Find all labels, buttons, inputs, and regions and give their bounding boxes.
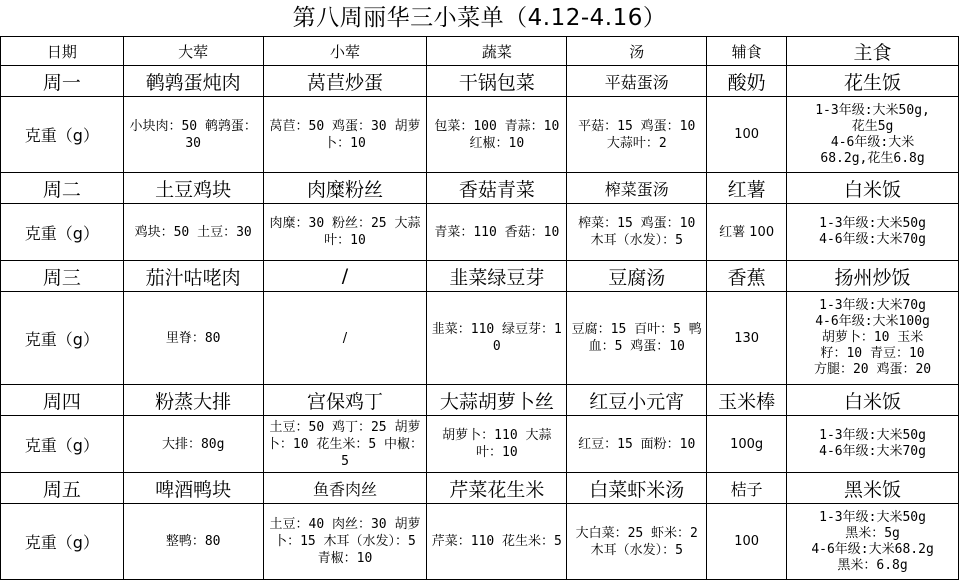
snack-dish: 桔子 bbox=[707, 473, 787, 504]
vegetable-dish: 干锅包菜 bbox=[427, 66, 567, 97]
vegetable-weight: 包菜：100 青蒜：10 红椒：10 bbox=[427, 97, 567, 173]
staple-line: 4-6年级:大米 bbox=[830, 134, 915, 150]
vegetable-dish: 香菇青菜 bbox=[427, 173, 567, 204]
header-soup: 汤 bbox=[567, 37, 707, 66]
vegetable-dish: 大蒜胡萝卜丝 bbox=[427, 385, 567, 416]
header-staple: 主食 bbox=[787, 37, 959, 66]
snack-dish: 玉米棒 bbox=[707, 385, 787, 416]
main-meat-dish: 啤酒鸭块 bbox=[123, 473, 263, 504]
header-row bbox=[1, 37, 959, 66]
side-meat-dish: 肉糜粉丝 bbox=[263, 173, 427, 204]
main-meat-weight: 大排：80g bbox=[123, 416, 263, 473]
side-meat-dish: / bbox=[263, 261, 427, 292]
soup-weight: 榨菜：15 鸡蛋：10 木耳（水发）：5 bbox=[567, 204, 707, 261]
header-side-meat: 小荤 bbox=[263, 37, 427, 66]
staple-weight bbox=[787, 292, 959, 385]
staple-line: 胡萝卜：10 玉米 bbox=[821, 330, 924, 345]
dish-row-thu bbox=[1, 385, 959, 416]
side-meat-weight: 肉糜：30 粉丝：25 大蒜叶：10 bbox=[263, 204, 427, 261]
snack-weight: 100g bbox=[707, 416, 787, 473]
snack-weight: 红薯 100 bbox=[707, 204, 787, 261]
main-meat-dish: 粉蒸大排 bbox=[123, 385, 263, 416]
side-meat-dish: 鱼香肉丝 bbox=[263, 473, 427, 504]
snack-dish: 酸奶 bbox=[707, 66, 787, 97]
weight-label: 克重（g） bbox=[1, 97, 124, 173]
dish-row-fri bbox=[1, 473, 959, 504]
header-date: 日期 bbox=[1, 37, 124, 66]
soup-dish: 平菇蛋汤 bbox=[567, 66, 707, 97]
soup-weight: 大白菜：25 虾米：2 木耳（水发）：5 bbox=[567, 504, 707, 580]
page-title: 第八周丽华三小菜单（4.12-4.16） bbox=[292, 5, 667, 31]
main-meat-dish: 鹌鹑蛋炖肉 bbox=[123, 66, 263, 97]
vegetable-dish: 芹菜花生米 bbox=[427, 473, 567, 504]
main-meat-weight: 里脊：80 bbox=[123, 292, 263, 385]
main-meat-weight: 鸡块：50 土豆：30 bbox=[123, 204, 263, 261]
header-main-meat: 大荤 bbox=[123, 37, 263, 66]
staple-line: 1-3年级:大米50g bbox=[819, 509, 926, 525]
staple-line: 1-3年级:大米50g bbox=[819, 428, 926, 443]
main-meat-weight: 整鸭：80 bbox=[123, 504, 263, 580]
staple-dish: 扬州炒饭 bbox=[787, 261, 959, 292]
staple-line: 黑米：6.8g bbox=[837, 557, 908, 573]
header-vegetable: 蔬菜 bbox=[427, 37, 567, 66]
soup-weight: 豆腐：15 百叶：5 鸭血：5 鸡蛋：10 bbox=[567, 292, 707, 385]
side-meat-weight: 土豆：50 鸡丁：25 胡萝卜：10 花生米：5 中椒：5 bbox=[263, 416, 427, 473]
weight-label: 克重（g） bbox=[1, 204, 124, 261]
soup-dish: 红豆小元宵 bbox=[567, 385, 707, 416]
soup-dish: 榨菜蛋汤 bbox=[567, 173, 707, 204]
staple-line: 68.2g,花生6.8g bbox=[820, 150, 925, 166]
soup-dish: 豆腐汤 bbox=[567, 261, 707, 292]
side-meat-dish: 宫保鸡丁 bbox=[263, 385, 427, 416]
side-meat-dish: 莴苣炒蛋 bbox=[263, 66, 427, 97]
vegetable-weight: 胡萝卜：110 大蒜叶：10 bbox=[427, 416, 567, 473]
staple-dish: 白米饭 bbox=[787, 173, 959, 204]
staple-dish: 花生饭 bbox=[787, 66, 959, 97]
header-snack: 辅食 bbox=[707, 37, 787, 66]
dish-row-mon bbox=[1, 66, 959, 97]
menu-table bbox=[0, 36, 959, 580]
weight-row-mon bbox=[1, 97, 959, 173]
staple-weight bbox=[787, 204, 959, 261]
staple-line: 籽：10 青豆：10 bbox=[820, 346, 925, 361]
side-meat-weight: 莴苣：50 鸡蛋：30 胡萝卜：10 bbox=[263, 97, 427, 173]
day-label: 周四 bbox=[1, 385, 124, 416]
snack-dish: 香蕉 bbox=[707, 261, 787, 292]
main-meat-dish: 茄汁咕咾肉 bbox=[123, 261, 263, 292]
staple-line: 方腿：20 鸡蛋：20 bbox=[813, 362, 932, 377]
staple-dish: 黑米饭 bbox=[787, 473, 959, 504]
main-meat-weight: 小块肉：50 鹌鹑蛋：30 bbox=[123, 97, 263, 173]
staple-line: 4-6年级:大米100g bbox=[815, 314, 930, 329]
snack-weight: 130 bbox=[707, 292, 787, 385]
day-label: 周一 bbox=[1, 66, 124, 97]
vegetable-dish: 韭菜绿豆芽 bbox=[427, 261, 567, 292]
staple-dish: 白米饭 bbox=[787, 385, 959, 416]
side-meat-weight: / bbox=[263, 292, 427, 385]
staple-line: 4-6年级:大米70g bbox=[819, 232, 926, 247]
staple-line: 4-6年级:大米68.2g bbox=[811, 541, 934, 557]
vegetable-weight: 青菜：110 香菇：10 bbox=[427, 204, 567, 261]
weight-row-wed bbox=[1, 292, 959, 385]
staple-line: 1-3年级:大米50g bbox=[819, 216, 926, 231]
dish-row-tue bbox=[1, 173, 959, 204]
soup-dish: 白菜虾米汤 bbox=[567, 473, 707, 504]
day-label: 周五 bbox=[1, 473, 124, 504]
soup-weight: 平菇：15 鸡蛋：10 大蒜叶：2 bbox=[567, 97, 707, 173]
staple-weight bbox=[787, 97, 959, 173]
snack-weight: 100 bbox=[707, 504, 787, 580]
weight-label: 克重（g） bbox=[1, 504, 124, 580]
staple-line: 4-6年级:大米70g bbox=[819, 444, 926, 459]
vegetable-weight: 芹菜：110 花生米：5 bbox=[427, 504, 567, 580]
snack-dish: 红薯 bbox=[707, 173, 787, 204]
dish-row-wed bbox=[1, 261, 959, 292]
staple-line: 1-3年级:大米50g, bbox=[815, 102, 930, 118]
day-label: 周三 bbox=[1, 261, 124, 292]
vegetable-weight: 韭菜：110 绿豆芽：10 bbox=[427, 292, 567, 385]
staple-weight bbox=[787, 504, 959, 580]
weight-row-fri bbox=[1, 504, 959, 580]
weight-row-tue bbox=[1, 204, 959, 261]
main-meat-dish: 土豆鸡块 bbox=[123, 173, 263, 204]
day-label: 周二 bbox=[1, 173, 124, 204]
weight-label: 克重（g） bbox=[1, 292, 124, 385]
weight-label: 克重（g） bbox=[1, 416, 124, 473]
staple-line: 1-3年级:大米70g bbox=[819, 298, 926, 313]
soup-weight: 红豆：15 面粉：10 bbox=[567, 416, 707, 473]
snack-weight: 100 bbox=[707, 97, 787, 173]
side-meat-weight: 土豆：40 肉丝：30 胡萝卜：15 木耳（水发）：5 青椒：10 bbox=[263, 504, 427, 580]
staple-line: 花生5g bbox=[851, 118, 894, 134]
staple-line: 黑米：5g bbox=[845, 525, 900, 541]
weight-row-thu bbox=[1, 416, 959, 473]
staple-weight bbox=[787, 416, 959, 473]
